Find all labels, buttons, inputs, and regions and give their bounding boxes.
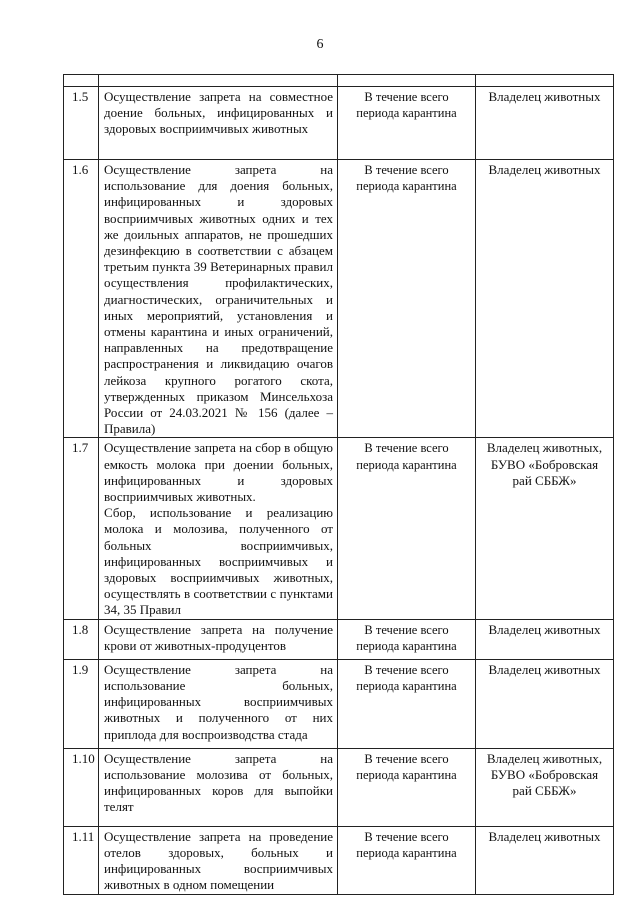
measure-description: Осуществление запрета на использование для доения больных, инфицированных и здоровых восприимчивых животных одних и тех же доильных аппаратов, не прошедших дезинфекцию в соответствии с абзацем третьим пункта 39 Ветеринарных правил осуществления профилактических, диагностических, ограничительных и иных мероприятий, установления и отмены карантина и иных ограничений, направленных на предотвращение распространения и ликвидацию очагов лейкоза крупного рогатого скота, утвержденных приказом Минсельхоза России от 24.03.2021 № 156 (далее – Правила) — [99, 160, 338, 438]
table-row — [64, 619, 614, 659]
table-row — [64, 748, 614, 826]
measure-term: В течение всего периода карантина — [338, 748, 476, 826]
measure-responsible: Владелец животных — [476, 826, 614, 894]
measure-description-extra: Сбор, использование и реализацию молока и молозива, полученного от больных восприимчивых, инфицированных восприимчивых и здоровых восприимчивых животных, осуществлять в соответствии с пунктами 34, 35 Правил — [104, 505, 333, 618]
table-row — [64, 160, 614, 438]
measure-description: Осуществление запрета на проведение отелов здоровых, больных и инфицированных восприимчивых животных в одном помещении — [99, 826, 338, 894]
measure-responsible: Владелец животных, БУВО «Бобровская рай СББЖ» — [476, 438, 614, 619]
measures-table — [63, 74, 614, 895]
row-number: 1.6 — [64, 160, 99, 438]
page-number: 6 — [316, 37, 324, 52]
measure-description: Осуществление запрета на получение крови от животных-продуцентов — [99, 619, 338, 659]
measure-term: В течение всего периода карантина — [338, 659, 476, 748]
header-cell — [476, 75, 614, 87]
measure-responsible: Владелец животных — [476, 87, 614, 160]
table-row — [64, 87, 614, 160]
header-cell — [338, 75, 476, 87]
measure-description-cell — [99, 438, 338, 619]
measure-term: В течение всего периода карантина — [338, 87, 476, 160]
measure-term: В течение всего периода карантина — [338, 160, 476, 438]
measure-responsible: Владелец животных, БУВО «Бобровская рай СББЖ» — [476, 748, 614, 826]
table-row — [64, 659, 614, 748]
row-number: 1.7 — [64, 438, 99, 619]
row-number: 1.9 — [64, 659, 99, 748]
measure-description: Осуществление запрета на использование больных, инфицированных восприимчивых животных и полученного от них приплода для воспроизводства стада — [99, 659, 338, 748]
row-number: 1.11 — [64, 826, 99, 894]
measure-description: Осуществление запрета на сбор в общую емкость молока при доении больных, инфицированных и здоровых восприимчивых животных. — [104, 440, 333, 505]
measure-responsible: Владелец животных — [476, 659, 614, 748]
measure-responsible: Владелец животных — [476, 160, 614, 438]
measure-term: В течение всего периода карантина — [338, 826, 476, 894]
table-row — [64, 826, 614, 894]
measure-term: В течение всего периода карантина — [338, 438, 476, 619]
table-row — [64, 438, 614, 619]
measure-term: В течение всего периода карантина — [338, 619, 476, 659]
row-number: 1.5 — [64, 87, 99, 160]
measure-description: Осуществление запрета на совместное доение больных, инфицированных и здоровых восприимчивых животных — [99, 87, 338, 160]
row-number: 1.8 — [64, 619, 99, 659]
measure-responsible: Владелец животных — [476, 619, 614, 659]
row-number: 1.10 — [64, 748, 99, 826]
table-header-continuation — [64, 75, 614, 87]
header-cell — [64, 75, 99, 87]
header-cell — [99, 75, 338, 87]
measure-description: Осуществление запрета на использование молозива от больных, инфицированных коров для выпойки телят — [99, 748, 338, 826]
